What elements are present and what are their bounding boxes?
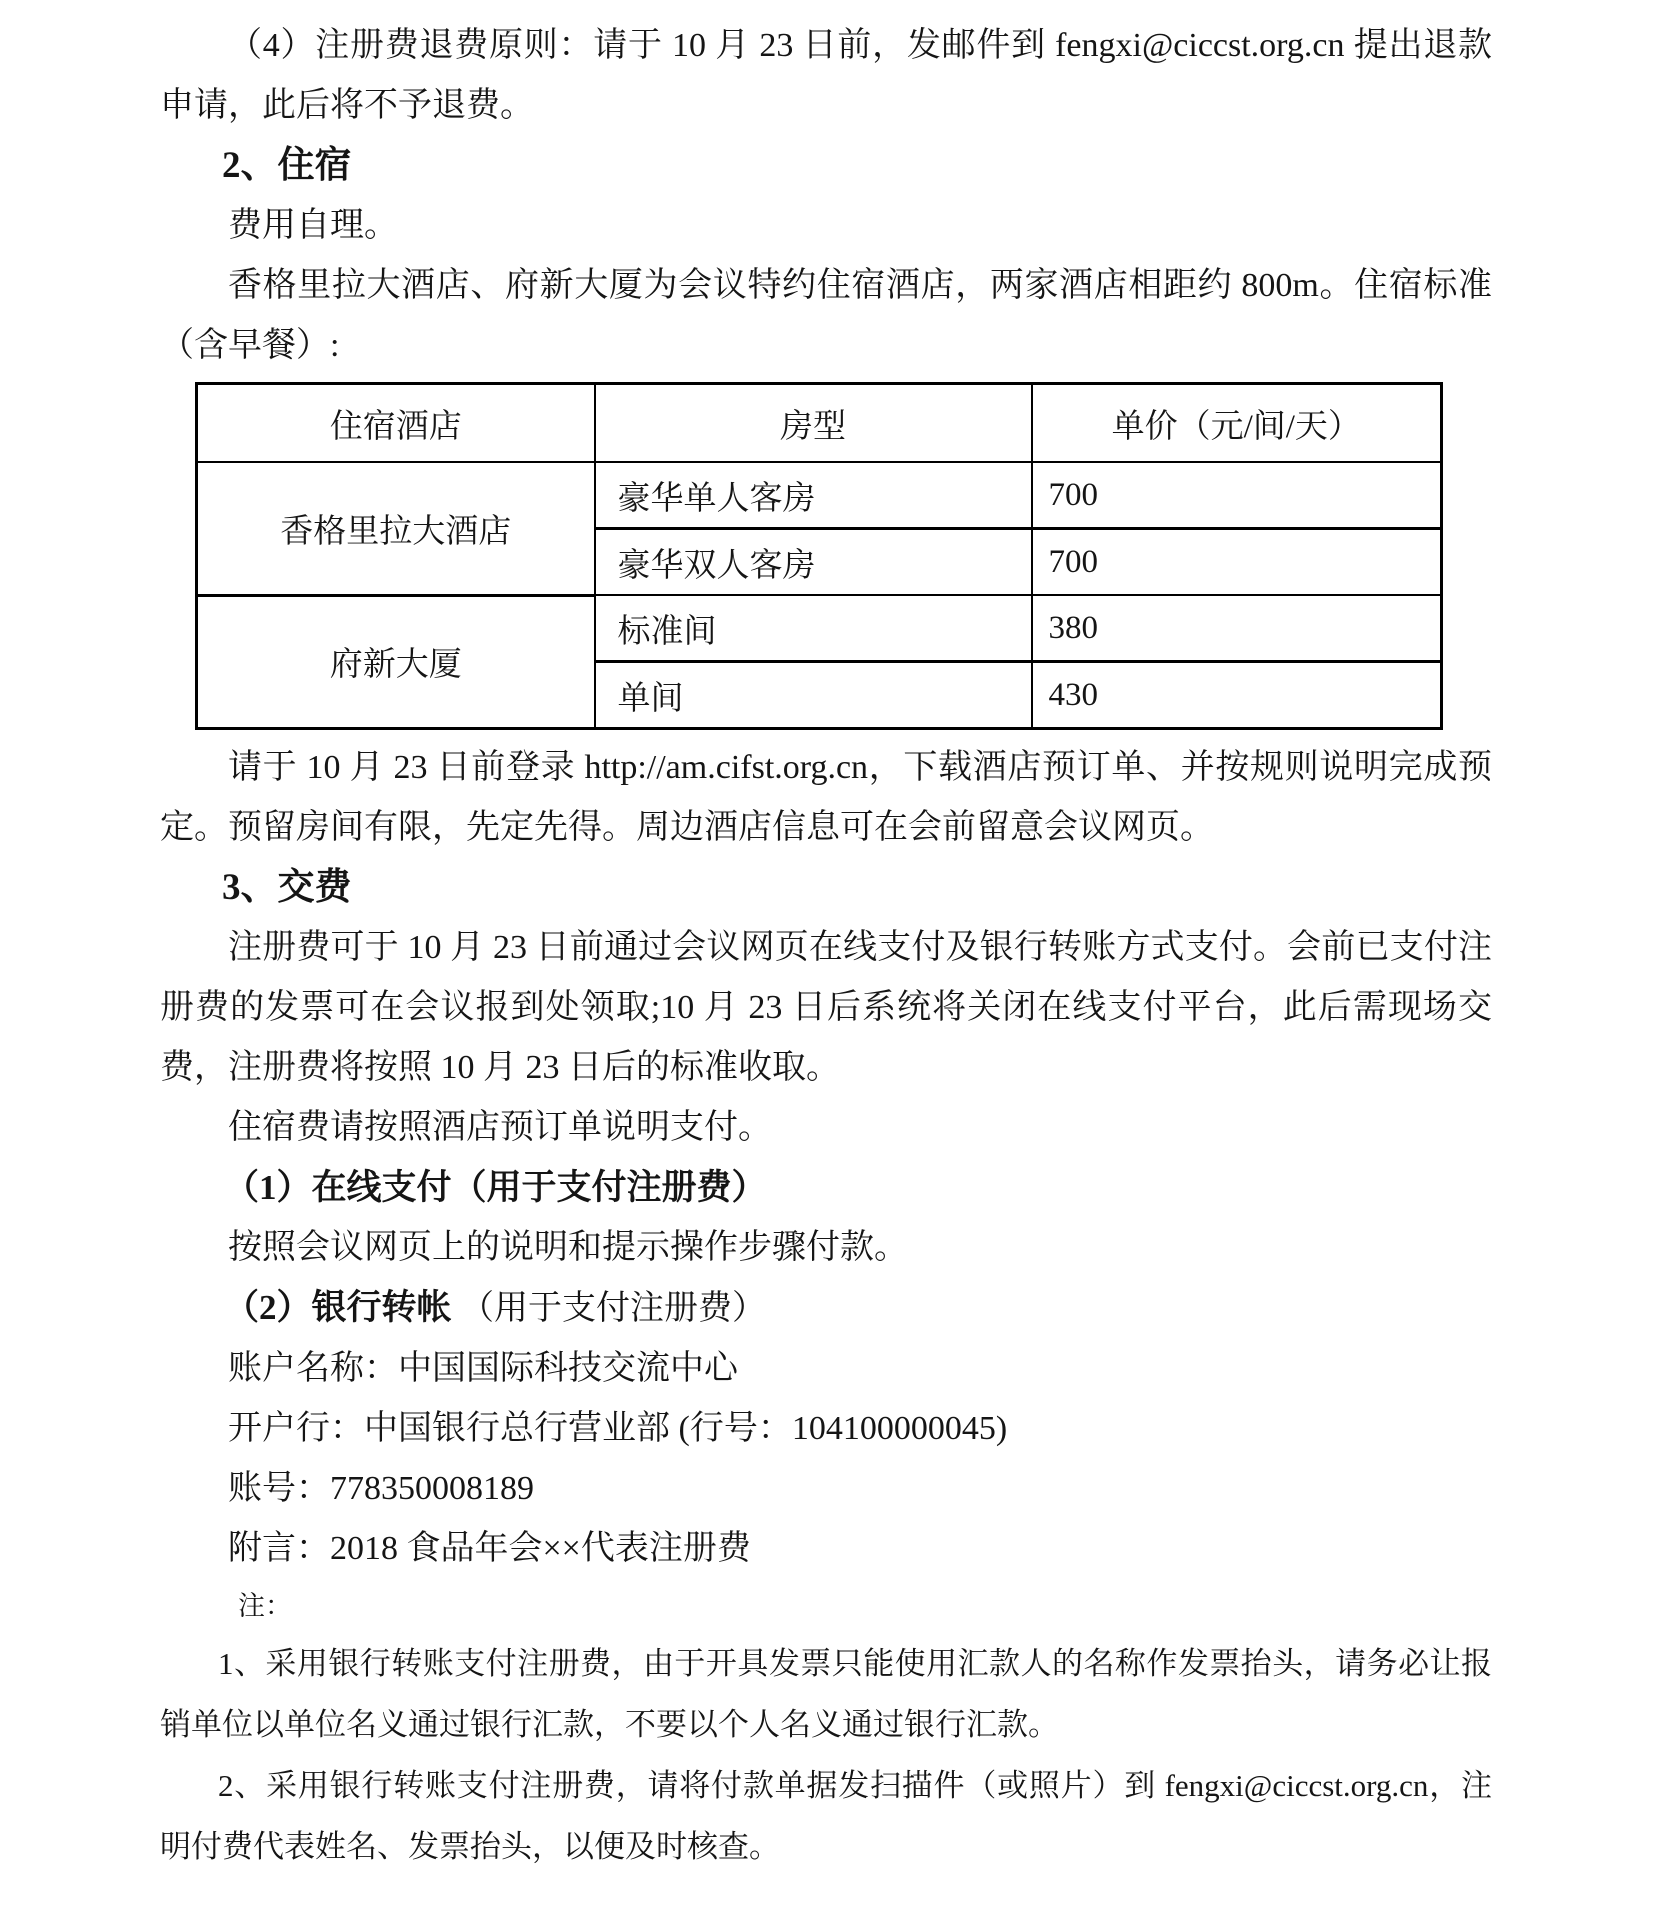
table-row (197, 595, 1442, 662)
bank-transfer-heading (160, 1278, 1492, 1339)
section-3-heading: 3、交费 (222, 867, 352, 908)
bank-transfer-heading-note: （用于支付注册费） (451, 1290, 767, 1327)
payment-intro-paragraph: 注册费可于 10 月 23 日前通过会议网页在线支付及银行转账方式支付。会前已支付注册费的发票可在会议报到处领取;10 月 23 日后系统将关闭在线支付平台，此后需现场交费，注册费将按照 10 月 23 日后的标准收取。 (160, 929, 1492, 1086)
online-payment-body: 按照会议网页上的说明和提示操作步骤付款。 (228, 1229, 908, 1266)
refund-policy-paragraph: （4）注册费退费原则：请于 10 月 23 日前，发邮件到 fengxi@ciccst.org.cn 提出退款申请，此后将不予退费。 (160, 27, 1492, 124)
col-header-hotel: 住宿酒店 (197, 384, 595, 463)
self-pay-paragraph: 费用自理。 (228, 207, 398, 244)
remark-line: 附言：2018 食品年会××代表注册费 (228, 1530, 751, 1567)
price-cell: 700 (1032, 462, 1442, 529)
table-row (197, 462, 1442, 529)
table-header-row (197, 384, 1442, 463)
booking-note-paragraph: 请于 10 月 23 日前登录 http://am.cifst.org.cn，下载酒店预订单、并按规则说明完成预定。预留房间有限，先定先得。周边酒店信息可在会前留意会议网页。 (160, 749, 1492, 846)
room-type-cell: 豪华双人客房 (595, 529, 1032, 596)
hotel-fee-paragraph: 住宿费请按照酒店预订单说明支付。 (228, 1109, 772, 1146)
online-payment-heading: （1）在线支付（用于支付注册费） (224, 1168, 767, 1207)
notes-label: 注： (238, 1591, 292, 1621)
room-type-cell: 单间 (595, 662, 1032, 729)
section-2-heading: 2、住宿 (222, 145, 352, 186)
account-name-line: 账户名称：中国国际科技交流中心 (228, 1350, 738, 1387)
col-header-price: 单价（元/间/天） (1032, 384, 1442, 463)
hotel-name-cell: 府新大厦 (197, 595, 595, 729)
bank-transfer-heading-bold: （2）银行转帐 (224, 1288, 452, 1327)
price-cell: 430 (1032, 662, 1442, 729)
account-number-line: 账号：778350008189 (228, 1470, 534, 1507)
bank-branch-line: 开户行：中国银行总行营业部 (行号：104100000045) (228, 1410, 1008, 1447)
note-2-paragraph: 2、采用银行转账支付注册费，请将付款单据发扫描件（或照片）到 fengxi@ciccst.org.cn，注明付费代表姓名、发票抬头，以便及时核查。 (160, 1768, 1492, 1864)
hotels-intro-paragraph: 香格里拉大酒店、府新大厦为会议特约住宿酒店，两家酒店相距约 800m。住宿标准（含早餐）: (160, 267, 1492, 364)
room-type-cell: 豪华单人客房 (595, 462, 1032, 529)
col-header-room-type: 房型 (595, 384, 1032, 463)
note-1-paragraph: 1、采用银行转账支付注册费，由于开具发票只能使用汇款人的名称作发票抬头，请务必让报销单位以单位名义通过银行汇款，不要以个人名义通过银行汇款。 (160, 1646, 1492, 1742)
price-cell: 380 (1032, 595, 1442, 662)
price-cell: 700 (1032, 529, 1442, 596)
hotel-name-cell: 香格里拉大酒店 (197, 462, 595, 595)
hotel-price-table (195, 382, 1443, 730)
room-type-cell: 标准间 (595, 595, 1032, 662)
